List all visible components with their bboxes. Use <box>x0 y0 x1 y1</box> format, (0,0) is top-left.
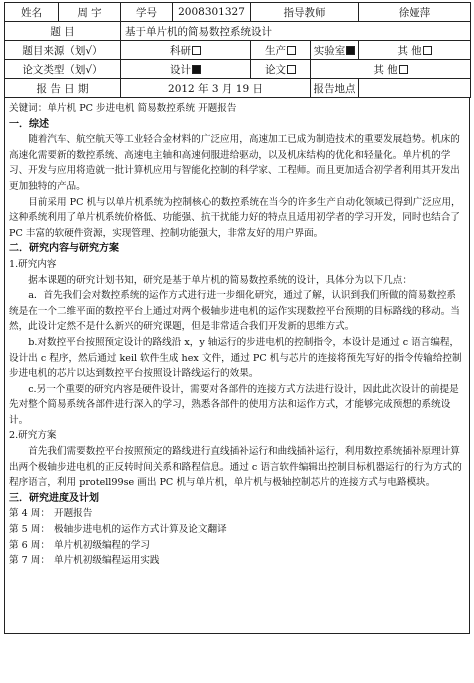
type-label: 论文类型（划√） <box>5 60 121 79</box>
checkbox-type-other[interactable] <box>399 65 408 74</box>
schedule-item <box>9 506 465 522</box>
research-item-b: b.对数控平台按照预定设计的路线沿 x，y 轴运行的步进电机的控制指令，本设计是通过 c 语言编程，设计出 c 程序，然后通过 keil 软件生成 hex 文件，通过 PC 机与芯片的连接将预先写好的指令传输给控制步进电机的芯片以达到数控平台按照设计路线运行的效果。 <box>9 336 462 380</box>
checkbox-lab[interactable] <box>346 46 355 55</box>
table-row <box>5 79 471 98</box>
student-id-value[interactable]: 2008301327 <box>173 3 251 22</box>
type-option-design[interactable]: 设计 <box>121 60 251 79</box>
name-label: 姓名 <box>5 3 59 22</box>
research-item-c: c.另一个重要的研究内容是硬件设计，需要对各部件的连接方式方法进行设计，因此此次设计的前提是先对整个简易系统各部件进行深入的学习，熟悉各部件的使用方法和运作方式，才能够完成预想的系统设计。 <box>9 383 459 426</box>
advisor-label: 指导教师 <box>251 3 359 22</box>
checkbox-design[interactable] <box>192 65 201 74</box>
report-body <box>4 98 470 634</box>
place-value[interactable] <box>359 79 471 98</box>
week-task: 单片机初级编程运用实践 <box>53 555 160 567</box>
table-row <box>5 41 471 60</box>
source-option-production[interactable]: 生产 <box>251 41 311 60</box>
schedule-item <box>9 522 465 538</box>
research-intro: 据本课题的研究计划书知，研究是基于单片机的简易数控系统的设计，具体分为以下几点： <box>28 274 412 286</box>
place-label: 报告地点 <box>311 79 359 98</box>
student-id-label: 学号 <box>121 3 173 22</box>
overview-paragraph-2: 目前采用 PC 机与以单片机系统为控制核心的数控系统在当今的许多生产自动化领域已得到广泛应用，这种系统利用了单片机系统价格低、功能强、抗干扰能力好的特点且适用初学者的学习开发，同时也结合了 PC 丰富的软硬件资源，实现管理、控制功能强大，非常友好的用户界面。 <box>9 196 461 239</box>
date-label: 报 告 日 期 <box>5 79 121 98</box>
subsection-title-plan: 2.研究方案 <box>9 430 57 442</box>
checkbox-production[interactable] <box>287 46 296 55</box>
type-option-other[interactable]: 其 他 <box>311 60 471 79</box>
checkbox-thesis[interactable] <box>287 65 296 74</box>
type-option-thesis[interactable]: 论文 <box>251 60 311 79</box>
source-label: 题目来源（划√） <box>5 41 121 60</box>
section-title-schedule: 三．研究进度及计划 <box>9 492 99 504</box>
checkbox-source-other[interactable] <box>423 46 432 55</box>
week-task: 单片机初级编程的学习 <box>53 539 150 551</box>
checkbox-research[interactable] <box>192 46 201 55</box>
info-table <box>4 2 471 98</box>
week-label: 第 4 周： <box>9 508 50 520</box>
week-label: 第 6 周： <box>9 539 50 551</box>
name-value[interactable]: 周 宇 <box>59 3 121 22</box>
research-plan-paragraph: 首先我们需要数控平台按照预定的路线进行直线插补运行和曲线插补运行，利用数控系统插补原理计算出两个极轴步进电机的正反转时间关系和路程信息。通过 c 语言软件编辑出控制目标机器运行的行为方式的程序语言，利用 protell99se 画出 PC 机与单片机，单片机与极轴控制芯片的连接方式与电路模块。 <box>9 446 462 489</box>
source-option-lab[interactable]: 实验室 <box>311 41 359 60</box>
source-option-other[interactable]: 其 他 <box>359 41 471 60</box>
keywords: 关键词：单片机 PC 步进电机 简易数控系统 开题报告 <box>9 103 237 114</box>
source-option-research[interactable]: 科研 <box>121 41 251 60</box>
week-label: 第 7 周： <box>9 555 50 567</box>
overview-paragraph-1: 随着汽车、航空航天等工业轻合金材料的广泛应用，高速加工已成为制造技术的重要发展趋势。机床的高速化需要新的数控系统、高速电主轴和高速伺服进给驱动，以及机床结构的优化和轻量化。单片机的学习、开发与应用将造就一批计算机应用与智能化控制的科学家、工程师。而且更加适合初学者利用其开发出更加独特的产品。 <box>9 134 460 192</box>
week-task: 极轴步进电机的运作方式计算及论文翻译 <box>53 524 227 536</box>
report-page <box>4 2 470 634</box>
week-label: 第 5 周： <box>9 524 50 536</box>
date-value[interactable]: 2012 年 3 月 19 日 <box>121 79 311 98</box>
table-row <box>5 22 471 41</box>
advisor-value[interactable]: 徐娅萍 <box>359 3 471 22</box>
table-row <box>5 3 471 22</box>
schedule-item <box>9 553 465 569</box>
section-title-overview: 一．综述 <box>9 118 49 130</box>
table-row <box>5 60 471 79</box>
topic-value[interactable]: 基于单片机的简易数控系统设计 <box>121 22 471 41</box>
week-task: 开题报告 <box>53 508 93 520</box>
research-item-a: a．首先我们会对数控系统的运作方式进行进一步细化研究，通过了解，认识到我们所做的简易数控系统是在一个二维平面的数控平台上通过对两个极轴步进电机的运作实现数控平台预期的目标路线的移动。当然，此设计定然不是什么新兴的研究课题，但是非常适合我们开发新的思维方式。 <box>9 290 460 333</box>
subsection-title-content: 1.研究内容 <box>9 258 57 270</box>
topic-label: 题 目 <box>5 22 121 41</box>
schedule-item <box>9 538 465 554</box>
section-title-research: 二．研究内容与研究方案 <box>9 243 119 255</box>
